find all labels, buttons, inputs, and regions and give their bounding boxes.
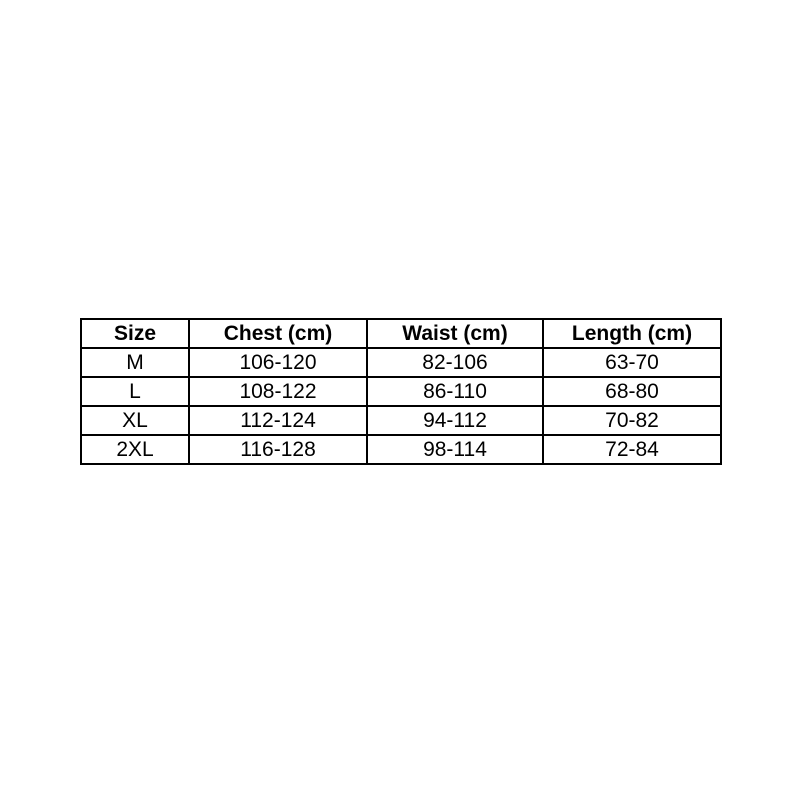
cell-length: 68-80 — [543, 377, 721, 406]
size-chart-container — [80, 318, 720, 465]
cell-size: M — [81, 348, 189, 377]
cell-chest: 112-124 — [189, 406, 367, 435]
table-row — [81, 377, 721, 406]
table-row — [81, 406, 721, 435]
cell-length: 63-70 — [543, 348, 721, 377]
cell-waist: 94-112 — [367, 406, 543, 435]
table-header-row — [81, 319, 721, 348]
cell-size: L — [81, 377, 189, 406]
cell-chest: 106-120 — [189, 348, 367, 377]
column-header-size: Size — [81, 319, 189, 348]
cell-chest: 116-128 — [189, 435, 367, 464]
cell-waist: 98-114 — [367, 435, 543, 464]
column-header-chest: Chest (cm) — [189, 319, 367, 348]
cell-length: 72-84 — [543, 435, 721, 464]
cell-chest: 108-122 — [189, 377, 367, 406]
column-header-waist: Waist (cm) — [367, 319, 543, 348]
table-row — [81, 348, 721, 377]
cell-length: 70-82 — [543, 406, 721, 435]
table-row — [81, 435, 721, 464]
cell-size: XL — [81, 406, 189, 435]
cell-size: 2XL — [81, 435, 189, 464]
column-header-length: Length (cm) — [543, 319, 721, 348]
cell-waist: 82-106 — [367, 348, 543, 377]
cell-waist: 86-110 — [367, 377, 543, 406]
size-chart-table — [80, 318, 722, 465]
